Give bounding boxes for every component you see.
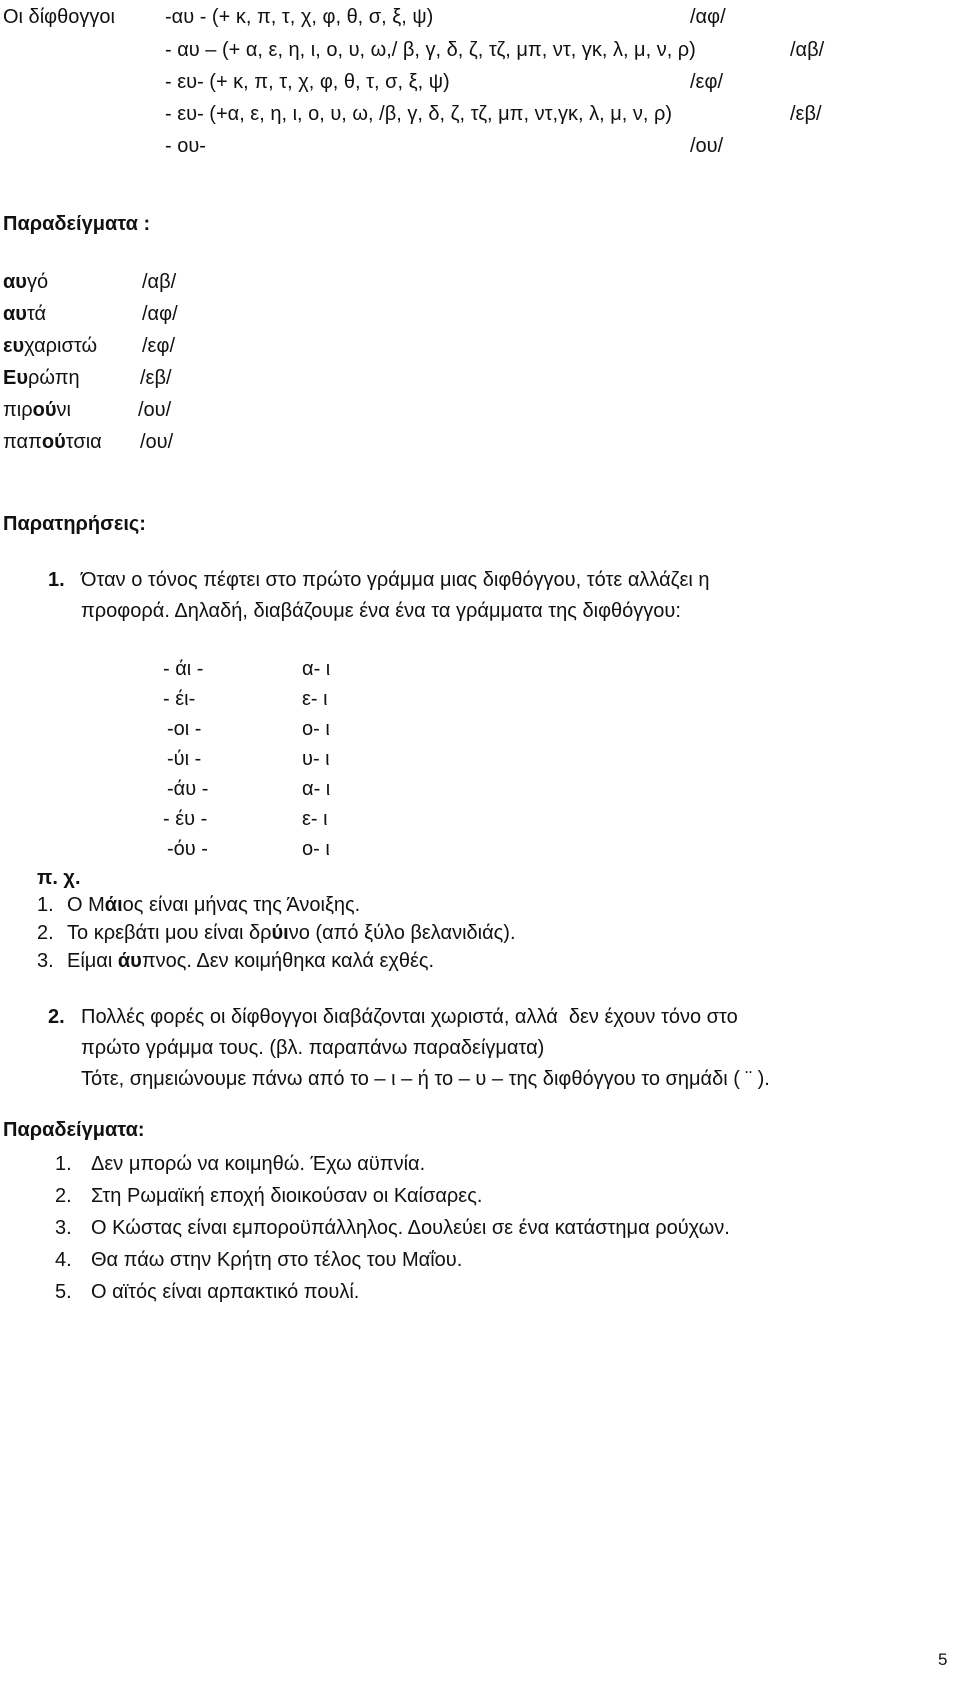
bold-digraph: αυ [3, 303, 27, 325]
ex2-number: 3. [55, 1217, 72, 1239]
bold-digraph: Ευ [3, 367, 28, 389]
note-2-line-1: Πολλές φορές οι δίφθογγοι διαβάζονται χωριστά, αλλά δεν έχουν τόνο στο [81, 1006, 738, 1028]
pair-right: ο- ι [302, 838, 330, 860]
ex2-sentence: Θα πάω στην Κρήτη στο τέλος του Μαΐου. [91, 1249, 463, 1271]
note-2-line-3: Τότε, σημειώνουμε πάνω από το – ι – ή το – υ – της διφθόγγου το σημάδι ( ¨ ). [81, 1068, 770, 1090]
bold-digraph: ού [32, 399, 57, 421]
eg-number: 2. [37, 922, 54, 944]
pair-right: α- ι [302, 658, 331, 680]
rule-3-sound: /εφ/ [690, 71, 723, 93]
example-word [3, 430, 102, 454]
rule-2-text: - αυ – (+ α, ε, η, ι, ο, υ, ω,/ β, γ, δ, ζ, τζ, μπ, ντ, γκ, λ, μ, ν, ρ) [165, 39, 696, 61]
example-sound: /ου/ [138, 399, 172, 421]
example-sound: /αβ/ [142, 271, 177, 293]
sentence-rest: νο (από ξύλο βελανιδιάς). [288, 922, 516, 944]
note-2-line-2: πρώτο γράμμα τους. (βλ. παραπάνω παραδείγματα) [81, 1037, 545, 1059]
example-word [3, 302, 46, 326]
bold-digraph: άυ [117, 950, 142, 972]
rule-4-text: - ευ- (+α, ε, η, ι, ο, υ, ω, /β, γ, δ, ζ, τζ, μπ, ντ,γκ, λ, μ, ν, ρ) [165, 103, 673, 125]
ex2-number: 1. [55, 1153, 72, 1175]
word-rest: ρώπη [27, 367, 80, 389]
word-rest: χαριστώ [24, 335, 98, 357]
example-sound: /αφ/ [142, 303, 178, 325]
example-word [3, 334, 97, 358]
pair-right: α- ι [302, 778, 331, 800]
sentence-pre: Ο Μ [67, 894, 105, 916]
eg-sentence [67, 921, 516, 945]
word-pre: παπ [3, 431, 42, 453]
eg-number: 1. [37, 894, 54, 916]
rule-5-sound: /ου/ [690, 135, 724, 157]
pair-left: -οι - [167, 718, 202, 740]
pair-right: υ- ι [302, 748, 330, 770]
ex2-number: 4. [55, 1249, 72, 1271]
eg-label: π. χ. [37, 867, 81, 889]
ex2-sentence: Ο αϊτός είναι αρπακτικό πουλί. [91, 1281, 360, 1303]
bold-digraph: αυ [3, 271, 27, 293]
pair-left: -ύι - [167, 748, 202, 770]
word-rest: νι [56, 399, 71, 421]
word-rest: τσια [65, 431, 102, 453]
pair-right: ε- ι [302, 688, 328, 710]
examples-heading: Παραδείγματα : [3, 213, 151, 235]
sentence-rest: πνος. Δεν κοιμήθηκα καλά εχθές. [141, 950, 435, 972]
pair-left: - έι- [163, 688, 196, 710]
pair-left: - έυ - [163, 808, 208, 830]
bold-digraph: ύι [271, 922, 289, 944]
pair-left: -άυ - [167, 778, 209, 800]
bold-digraph: άι [104, 894, 123, 916]
bold-digraph: ευ [3, 335, 25, 357]
sentence-rest: ος είναι μήνας της Άνοιξης. [122, 894, 361, 916]
word-rest: τά [26, 303, 47, 325]
pair-right: ο- ι [302, 718, 330, 740]
title: Οι δίφθογγοι [3, 6, 115, 28]
rule-5-text: - ου- [165, 135, 206, 157]
ex2-number: 5. [55, 1281, 72, 1303]
example-sound: /ου/ [140, 431, 174, 453]
eg-sentence [67, 949, 434, 973]
note-1-number: 1. [48, 569, 65, 591]
pair-left: -όυ - [167, 838, 208, 860]
ex2-sentence: Στη Ρωμαϊκή εποχή διοικούσαν οι Καίσαρες. [91, 1185, 483, 1207]
eg-sentence [67, 893, 360, 917]
observations-heading: Παρατηρήσεις: [3, 513, 146, 535]
sentence-pre: Το κρεβάτι μου είναι δρ [67, 922, 272, 944]
example-word [3, 366, 80, 390]
sentence-pre: Είμαι [67, 950, 118, 972]
note-1-line-2: προφορά. Δηλαδή, διαβάζουμε ένα ένα τα γράμματα της διφθόγγου: [81, 600, 681, 622]
rule-1-sound: /αφ/ [690, 6, 726, 28]
pair-right: ε- ι [302, 808, 328, 830]
rule-3-text: - ευ- (+ κ, π, τ, χ, φ, θ, τ, σ, ξ, ψ) [165, 71, 450, 93]
ex2-sentence: Ο Κώστας είναι εμποροϋπάλληλος. Δουλεύει σε ένα κατάστημα ρούχων. [91, 1217, 730, 1239]
example-sound: /εβ/ [140, 367, 172, 389]
word-rest: γό [26, 271, 49, 293]
pair-left: - άι - [163, 658, 204, 680]
example-word [3, 270, 48, 294]
page-number: 5 [938, 1650, 948, 1669]
ex2-sentence: Δεν μπορώ να κοιμηθώ. Έχω αϋπνία. [91, 1153, 426, 1175]
example-sound: /εφ/ [142, 335, 175, 357]
ex2-number: 2. [55, 1185, 72, 1207]
rule-4-sound: /εβ/ [790, 103, 822, 125]
examples-2-heading: Παραδείγματα: [3, 1119, 145, 1141]
note-2-number: 2. [48, 1006, 65, 1028]
example-word [3, 398, 71, 422]
eg-number: 3. [37, 950, 54, 972]
rule-1-text: -αυ - (+ κ, π, τ, χ, φ, θ, σ, ξ, ψ) [165, 6, 434, 28]
word-pre: πιρ [3, 399, 33, 421]
bold-digraph: ού [41, 431, 66, 453]
note-1-line-1: Όταν ο τόνος πέφτει στο πρώτο γράμμα μιας διφθόγγου, τότε αλλάζει η [81, 569, 710, 591]
rule-2-sound: /αβ/ [790, 39, 825, 61]
